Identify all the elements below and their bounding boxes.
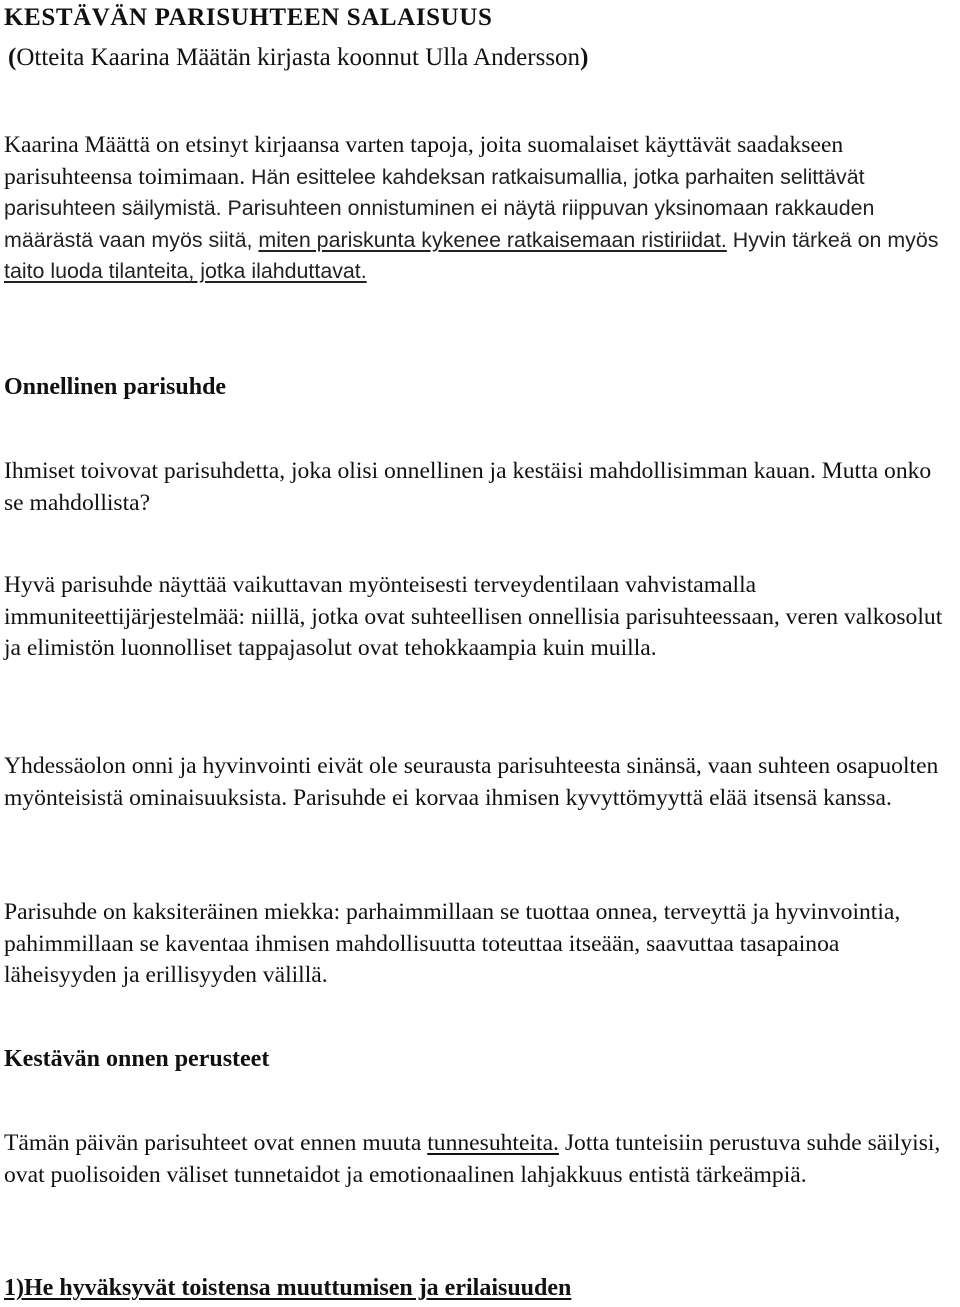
subtitle-text: Otteita Kaarina Määtän kirjasta koonnut Ulla Andersson [16,44,581,71]
intro-paragraph [4,130,956,288]
page-subtitle [8,44,588,72]
heading-acceptance[interactable]: 1)He hyväksyvät toistensa muuttumisen ja erilaisuuden [4,1275,572,1301]
heading-lasting-happiness: Kestävän onnen perusteet [4,1046,270,1072]
paragraph-health: Hyvä parisuhde näyttää vaikuttavan myönteisesti terveydentilaan vahvistamalla immuniteettijärjestelmää: niillä, jotka ovat suhteellisen onnellisia parisuhteessaan, veren valkosolut ja elimistön luonnolliset tappajasolut ovat tehokkaampia kuin muilla. [4,572,943,662]
emotional-text-2: Jotta tunteisiin perustuva suhde säilyisi, ovat puolisoiden väliset tunnetaidot ja emotionaalinen lahjakkuus entistä tärkeämpiä. [4,1130,941,1188]
subtitle-close-paren: ) [580,44,589,71]
paragraph-double-edged: Parisuhde on kaksiteräinen miekka: parhaimmillaan se tuottaa onnea, terveyttä ja hyvinvointia, pahimmillaan se kaventaa ihmisen mahdollisuutta toteuttaa itseään, saavuttaa tasapainoa läheisyyden ja erillisyyden välillä. [4,899,901,989]
paragraph-hopes: Ihmiset toivovat parisuhdetta, joka olisi onnellinen ja kestäisi mahdollisimman kauan. Mutta onko se mahdollista? [4,458,932,516]
link-delightful-situations[interactable]: taito luoda tilanteita, jotka ilahduttavat. [4,259,367,284]
link-conflict-resolution[interactable]: miten pariskunta kykenee ratkaisemaan ristiriidat. [258,227,727,252]
page-title: KESTÄVÄN PARISUHTEEN SALAISUUS [4,4,493,31]
intro-text-1: Kaarina Määttä on etsinyt kirjaansa varten tapoja, joita suomalaiset käyttävät saadakseen parisuhteensa toimimaan. [4,132,844,190]
subtitle-open-paren: ( [8,44,17,71]
link-emotional-relationships[interactable]: tunnesuhteita. [427,1130,559,1156]
paragraph-emotional-relationships [4,1128,956,1191]
intro-text-2: Hän esittelee kahdeksan ratkaisumallia, jotka parhaiten selittävät parisuhteen säilymistä. Parisuhteen onnistuminen ei näytä riippuvan yksinomaan rakkauden määrästä vaan myös siitä, [4,164,875,252]
paragraph-togetherness: Yhdessäolon onni ja hyvinvointi eivät ole seurausta parisuhteesta sinänsä, vaan suhteen osapuolten myönteisistä ominaisuuksista. Parisuhde ei korvaa ihmisen kyvyttömyyttä elää itsensä kanssa. [4,753,939,811]
intro-text-3: Hyvin tärkeä on myös [726,227,939,252]
heading-happy-relationship: Onnellinen parisuhde [4,374,227,400]
emotional-text-1: Tämän päivän parisuhteet ovat ennen muuta [4,1130,428,1156]
